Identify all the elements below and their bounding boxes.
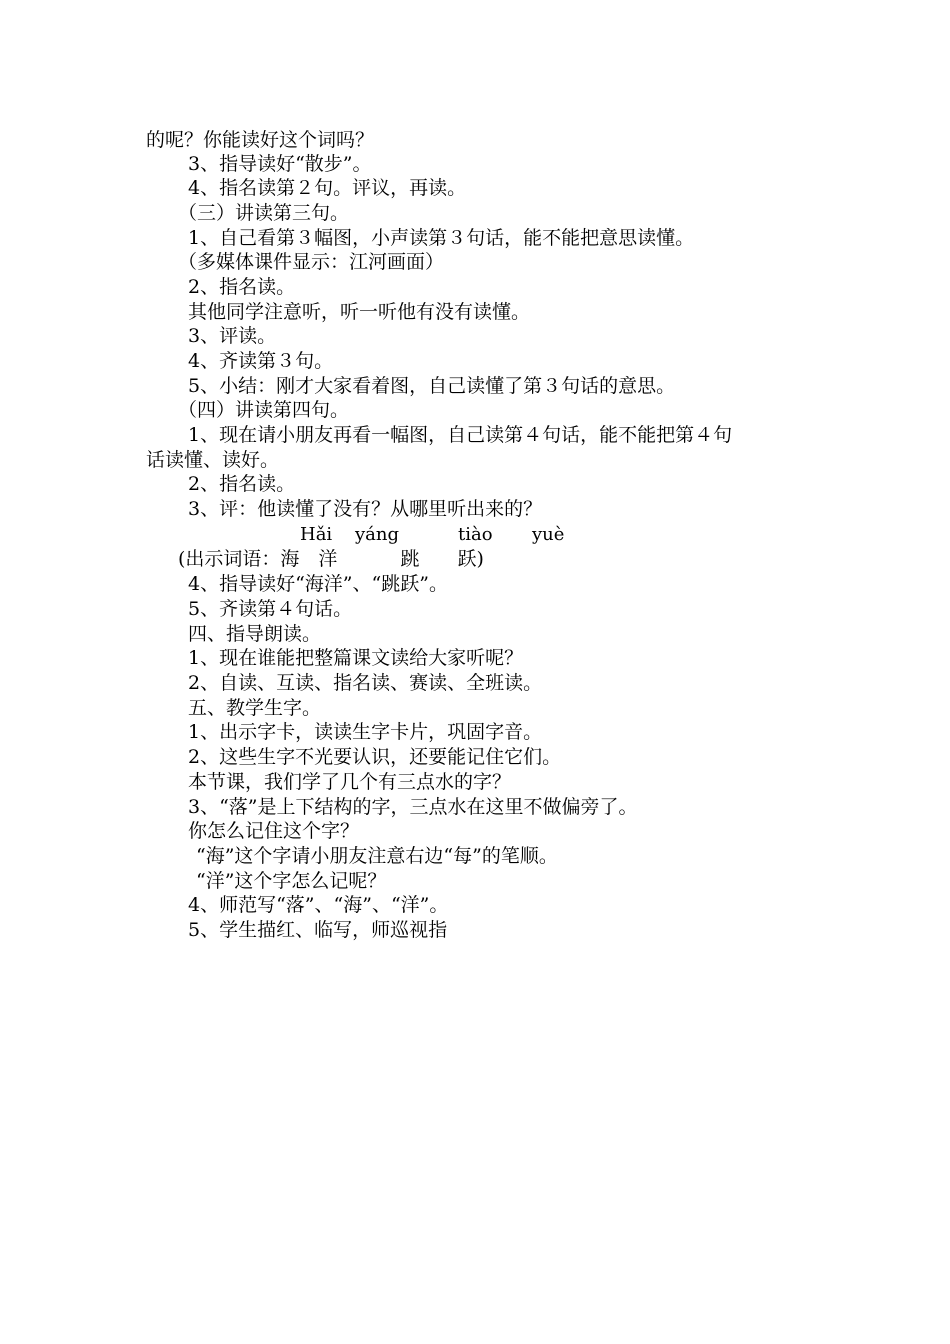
text-line: 3、评读。	[188, 325, 277, 347]
text-line: 3、“落”是上下结构的字，三点水在这里不做偏旁了。	[188, 796, 638, 818]
text-line: “海”这个字请小朋友注意右边“每”的笔顺。	[196, 845, 558, 867]
text-line: 5、小结：刚才大家看着图，自己读懂了第３句话的意思。	[188, 375, 676, 397]
text-line: 本节课，我们学了几个有三点水的字？	[188, 771, 512, 793]
text-line: 2、这些生字不光要认识，还要能记住它们。	[188, 746, 562, 768]
text-line: 的呢？你能读好这个词吗？	[146, 129, 375, 151]
text-line: 其他同学注意听，听一听他有没有读懂。	[188, 301, 531, 323]
text-line: 4、师范写“落”、“海”、“洋”。	[188, 894, 449, 916]
section-heading: 四、指导朗读。	[188, 623, 322, 645]
section-heading: 五、教学生字。	[188, 697, 322, 719]
text-line: 你怎么记住这个字？	[188, 820, 360, 842]
text-line: 话读懂、读好。	[146, 449, 280, 471]
text-line: 4、指导读好“海洋”、“跳跃”。	[188, 573, 448, 595]
text-line: 1、出示字卡，读读生字卡片，巩固字音。	[188, 721, 543, 743]
text-line: （多媒体课件显示：江河画面）	[178, 251, 445, 273]
text-line: (出示词语：海 洋 跳 跃)	[178, 548, 484, 570]
text-line: 2、自读、互读、指名读、赛读、全班读。	[188, 672, 543, 694]
text-line: 1、现在谁能把整篇课文读给大家听呢？	[188, 647, 524, 669]
text-line: 4、指名读第２句。评议，再读。	[188, 177, 467, 199]
text-line: 1、现在请小朋友再看一幅图，自己读第４句话，能不能把第４句	[188, 424, 733, 446]
text-line: 3、指导读好“散步”。	[188, 153, 372, 175]
text-line: 4、齐读第３句。	[188, 350, 334, 372]
text-line: 5、齐读第４句话。	[188, 598, 353, 620]
text-line: 2、指名读。	[188, 473, 296, 495]
text-line: 3、评：他读懂了没有？从哪里听出来的？	[188, 498, 543, 520]
pinyin-label: yuè	[532, 524, 565, 545]
text-line: 2、指名读。	[188, 276, 296, 298]
section-heading: （四）讲读第四句。	[178, 399, 350, 421]
text-line: 1、自己看第３幅图，小声读第３句话，能不能把意思读懂。	[188, 227, 695, 249]
text-line: “洋”这个字怎么记呢？	[196, 870, 387, 892]
text-line: 5、学生描红、临写，师巡视指	[188, 919, 448, 941]
section-heading: （三）讲读第三句。	[178, 202, 350, 224]
pinyin-label: tiào	[458, 524, 493, 545]
pinyin-label: Hǎi	[300, 524, 333, 545]
pinyin-label: yáng	[355, 524, 400, 545]
